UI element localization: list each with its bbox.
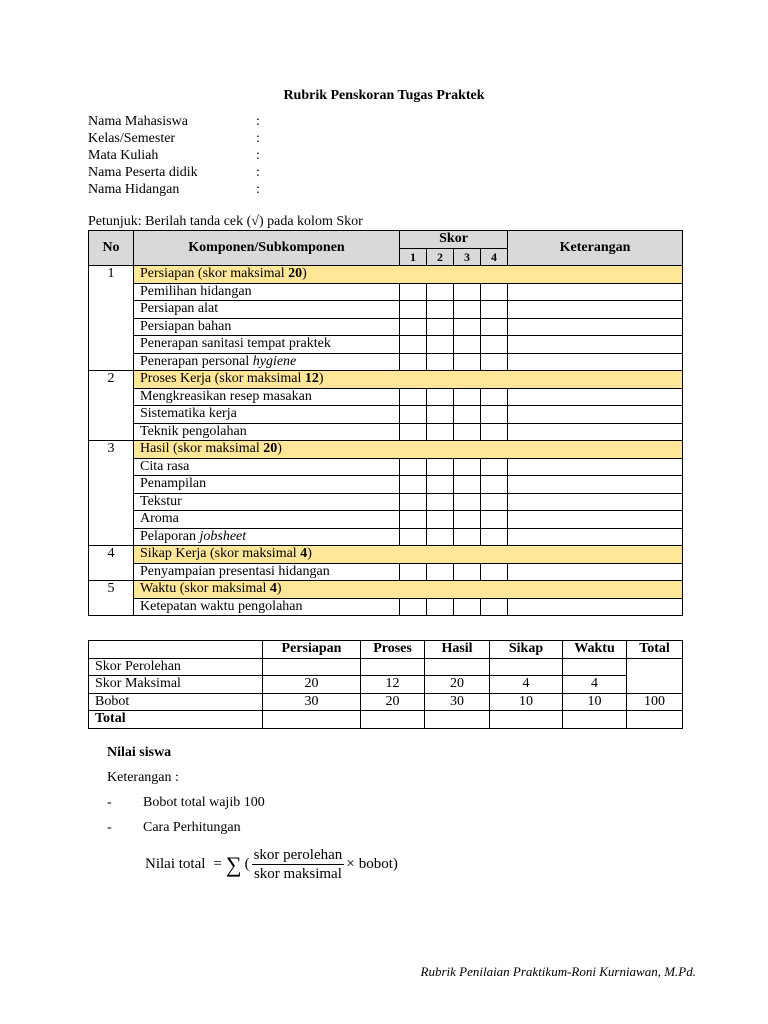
subcomponent-text: Sistematika kerja xyxy=(140,406,237,422)
summary-value xyxy=(425,658,490,676)
category-label xyxy=(134,581,683,599)
category-name: Sikap Kerja (skor maksimal xyxy=(140,546,301,562)
formula-times: × xyxy=(346,856,355,872)
info-colon: : xyxy=(256,165,260,180)
score-checkbox-4[interactable] xyxy=(481,598,508,616)
score-header-1: 1 xyxy=(400,248,427,266)
info-colon: : xyxy=(256,148,260,163)
row-number: 2 xyxy=(89,371,134,441)
subcomponent-label xyxy=(134,511,400,529)
keterangan-cell[interactable] xyxy=(508,388,683,406)
subcomponent-text: Pemilihan hidangan xyxy=(140,283,252,299)
keterangan-cell[interactable] xyxy=(508,476,683,494)
score-checkbox-4[interactable] xyxy=(481,318,508,336)
summary-value xyxy=(563,711,627,729)
subcomponent-label xyxy=(134,458,400,476)
info-row xyxy=(88,147,260,164)
score-checkbox-4[interactable] xyxy=(481,301,508,319)
score-checkbox-1[interactable] xyxy=(400,528,427,546)
summary-value: 4 xyxy=(490,676,563,694)
formula-close-paren: ) xyxy=(392,856,398,872)
summary-value: 20 xyxy=(263,676,361,694)
score-checkbox-2[interactable] xyxy=(427,283,454,301)
score-checkbox-4[interactable] xyxy=(481,423,508,441)
subcomponent-label xyxy=(134,423,400,441)
score-checkbox-2[interactable] xyxy=(427,318,454,336)
formula-numerator: skor perolehan xyxy=(253,847,343,863)
keterangan-cell[interactable] xyxy=(508,528,683,546)
score-checkbox-2[interactable] xyxy=(427,336,454,354)
category-close: ) xyxy=(277,441,282,457)
keterangan-cell[interactable] xyxy=(508,318,683,336)
keterangan-cell[interactable] xyxy=(508,353,683,371)
subcomponent-row xyxy=(89,423,683,441)
score-checkbox-3[interactable] xyxy=(454,406,481,424)
score-checkbox-2[interactable] xyxy=(427,563,454,581)
summary-table xyxy=(88,640,683,729)
score-checkbox-3[interactable] xyxy=(454,493,481,511)
header-komponen: Komponen/Subkomponen xyxy=(134,231,400,266)
info-colon: : xyxy=(256,131,260,146)
subcomponent-text: Ketepatan waktu pengolahan xyxy=(140,598,303,614)
keterangan-cell[interactable] xyxy=(508,406,683,424)
keterangan-cell[interactable] xyxy=(508,283,683,301)
subcomponent-text: Tekstur xyxy=(140,493,182,509)
score-checkbox-3[interactable] xyxy=(454,458,481,476)
summary-value xyxy=(563,658,627,676)
summary-value: 4 xyxy=(563,676,627,694)
subcomponent-text: Persiapan bahan xyxy=(140,318,232,334)
subcomponent-row xyxy=(89,511,683,529)
score-checkbox-4[interactable] xyxy=(481,283,508,301)
score-checkbox-1[interactable] xyxy=(400,336,427,354)
keterangan-cell[interactable] xyxy=(508,493,683,511)
score-header-3: 3 xyxy=(454,248,481,266)
subcomponent-row xyxy=(89,283,683,301)
subcomponent-row xyxy=(89,318,683,336)
score-checkbox-4[interactable] xyxy=(481,388,508,406)
category-close: ) xyxy=(276,581,282,597)
formula-denominator: skor maksimal xyxy=(253,866,342,882)
info-label: Nama Peserta didik xyxy=(88,165,198,180)
summary-value xyxy=(490,711,563,729)
score-checkbox-4[interactable] xyxy=(481,511,508,529)
row-number: 5 xyxy=(89,581,134,616)
summary-header: Sikap xyxy=(490,641,563,659)
summary-total: 100 xyxy=(627,693,683,711)
subcomponent-text: Penampilan xyxy=(140,476,207,492)
subcomponent-text: Aroma xyxy=(140,511,179,527)
subcomponent-label xyxy=(134,493,400,511)
bullet-text: Cara Perhitungan xyxy=(143,820,241,835)
bullet-text: Bobot total wajib 100 xyxy=(143,795,265,810)
subcomponent-text: Teknik pengolahan xyxy=(140,423,247,439)
subcomponent-label xyxy=(134,283,400,301)
summary-header: Hasil xyxy=(425,641,490,659)
rubric-table xyxy=(88,230,683,616)
subcomponent-text: Penyampaian presentasi hidangan xyxy=(140,563,330,579)
info-colon: : xyxy=(256,182,260,197)
subcomponent-label xyxy=(134,563,400,581)
category-row xyxy=(89,581,683,599)
category-close: ) xyxy=(307,546,312,562)
summary-header: Total xyxy=(627,641,683,659)
formula-lhs: Nilai total xyxy=(145,856,206,872)
score-checkbox-4[interactable] xyxy=(481,563,508,581)
subcomponent-label xyxy=(134,336,400,354)
score-checkbox-3[interactable] xyxy=(454,388,481,406)
bullet-item: - Cara Perhitungan xyxy=(107,820,241,835)
score-checkbox-1[interactable] xyxy=(400,598,427,616)
subcomponent-label xyxy=(134,476,400,494)
score-checkbox-2[interactable] xyxy=(427,458,454,476)
subcomponent-row xyxy=(89,528,683,546)
subcomponent-label xyxy=(134,528,400,546)
subcomponent-row xyxy=(89,476,683,494)
subcomponent-text: Mengkreasikan resep masakan xyxy=(140,388,312,404)
summary-value xyxy=(490,658,563,676)
keterangan-cell[interactable] xyxy=(508,336,683,354)
score-checkbox-3[interactable] xyxy=(454,511,481,529)
subcomponent-label xyxy=(134,301,400,319)
subcomponent-row xyxy=(89,336,683,354)
score-checkbox-4[interactable] xyxy=(481,493,508,511)
page-footer: Rubrik Penilaian Praktikum-Roni Kurniawan, M.Pd. xyxy=(420,964,696,979)
category-label xyxy=(134,441,683,459)
summary-value: 20 xyxy=(425,676,490,694)
summary-row-label: Bobot xyxy=(89,693,263,711)
keterangan-cell[interactable] xyxy=(508,423,683,441)
keterangan-cell[interactable] xyxy=(508,598,683,616)
subcomponent-row xyxy=(89,458,683,476)
score-checkbox-2[interactable] xyxy=(427,353,454,371)
summary-value xyxy=(361,711,425,729)
score-checkbox-4[interactable] xyxy=(481,458,508,476)
subcomponent-label xyxy=(134,598,400,616)
keterangan-cell[interactable] xyxy=(508,458,683,476)
score-checkbox-3[interactable] xyxy=(454,318,481,336)
score-checkbox-1[interactable] xyxy=(400,353,427,371)
info-label: Kelas/Semester xyxy=(88,131,176,146)
summary-value: 20 xyxy=(361,693,425,711)
category-row xyxy=(89,546,683,564)
score-checkbox-1[interactable] xyxy=(400,406,427,424)
score-checkbox-1[interactable] xyxy=(400,301,427,319)
summary-row-label: Total xyxy=(89,711,263,729)
nilai-siswa-heading: Nilai siswa xyxy=(107,745,172,760)
category-name: Persiapan (skor maksimal xyxy=(140,266,289,282)
category-label xyxy=(134,266,683,284)
header-no: No xyxy=(89,231,134,266)
score-checkbox-3[interactable] xyxy=(454,423,481,441)
student-info xyxy=(88,113,260,198)
score-checkbox-2[interactable] xyxy=(427,476,454,494)
subcomponent-italic: hygiene xyxy=(252,353,297,369)
category-close: ) xyxy=(302,266,307,282)
score-checkbox-3[interactable] xyxy=(454,563,481,581)
info-row xyxy=(88,181,260,198)
summary-value: 12 xyxy=(361,676,425,694)
category-max-score: 4 xyxy=(300,546,308,562)
summary-row-label: Skor Perolehan xyxy=(89,658,263,676)
info-row xyxy=(88,130,260,147)
summary-value xyxy=(425,711,490,729)
summary-header: Proses xyxy=(361,641,425,659)
score-checkbox-2[interactable] xyxy=(427,493,454,511)
score-checkbox-2[interactable] xyxy=(427,406,454,424)
category-row xyxy=(89,371,683,389)
formula-open-paren: ( xyxy=(244,856,250,872)
score-checkbox-3[interactable] xyxy=(454,336,481,354)
category-row xyxy=(89,441,683,459)
info-label: Nama Hidangan xyxy=(88,182,180,197)
score-checkbox-1[interactable] xyxy=(400,563,427,581)
formula-equals: = xyxy=(213,856,222,872)
score-checkbox-2[interactable] xyxy=(427,423,454,441)
info-colon: : xyxy=(256,114,260,129)
subcomponent-text: Persiapan alat xyxy=(140,301,219,317)
summary-total xyxy=(627,658,683,693)
sigma-symbol: ∑ xyxy=(225,851,242,877)
score-formula xyxy=(145,846,398,883)
formula-bobot: bobot xyxy=(358,856,393,872)
category-label xyxy=(134,546,683,564)
score-checkbox-4[interactable] xyxy=(481,336,508,354)
summary-header: Persiapan xyxy=(263,641,361,659)
summary-header xyxy=(89,641,263,659)
header-keterangan: Keterangan xyxy=(508,231,683,266)
summary-value: 10 xyxy=(490,693,563,711)
summary-value xyxy=(263,658,361,676)
score-header-4: 4 xyxy=(481,248,508,266)
summary-row xyxy=(89,676,683,694)
subcomponent-text: Cita rasa xyxy=(140,458,190,474)
score-checkbox-2[interactable] xyxy=(427,528,454,546)
row-number: 3 xyxy=(89,441,134,546)
summary-row xyxy=(89,658,683,676)
score-checkbox-3[interactable] xyxy=(454,283,481,301)
score-header-2: 2 xyxy=(427,248,454,266)
summary-row xyxy=(89,693,683,711)
score-checkbox-4[interactable] xyxy=(481,406,508,424)
category-name: Hasil (skor maksimal xyxy=(140,441,264,457)
category-label xyxy=(134,371,683,389)
keterangan-cell[interactable] xyxy=(508,301,683,319)
score-checkbox-3[interactable] xyxy=(454,598,481,616)
info-row xyxy=(88,113,260,130)
score-checkbox-2[interactable] xyxy=(427,388,454,406)
score-checkbox-2[interactable] xyxy=(427,511,454,529)
bullet-item: - Bobot total wajib 100 xyxy=(107,795,265,810)
summary-value: 30 xyxy=(263,693,361,711)
page-title: Rubrik Penskoran Tugas Praktek xyxy=(283,88,485,103)
summary-value: 10 xyxy=(563,693,627,711)
score-checkbox-1[interactable] xyxy=(400,283,427,301)
info-label: Nama Mahasiswa xyxy=(88,114,188,129)
keterangan-cell[interactable] xyxy=(508,511,683,529)
score-checkbox-1[interactable] xyxy=(400,493,427,511)
summary-total xyxy=(627,711,683,729)
score-checkbox-3[interactable] xyxy=(454,353,481,371)
keterangan-cell[interactable] xyxy=(508,563,683,581)
subcomponent-text: Penerapan personal xyxy=(140,353,253,369)
info-row xyxy=(88,164,260,181)
header-skor: Skor xyxy=(400,231,508,249)
subcomponent-label xyxy=(134,353,400,371)
subcomponent-row xyxy=(89,301,683,319)
subcomponent-row xyxy=(89,406,683,424)
score-checkbox-4[interactable] xyxy=(481,528,508,546)
subcomponent-label xyxy=(134,388,400,406)
score-checkbox-3[interactable] xyxy=(454,476,481,494)
score-checkbox-1[interactable] xyxy=(400,388,427,406)
summary-value xyxy=(361,658,425,676)
category-max-score: 12 xyxy=(304,371,319,387)
score-checkbox-2[interactable] xyxy=(427,598,454,616)
score-checkbox-3[interactable] xyxy=(454,301,481,319)
category-max-score: 4 xyxy=(269,581,277,597)
summary-row xyxy=(89,711,683,729)
subcomponent-row xyxy=(89,598,683,616)
summary-row-label: Skor Maksimal xyxy=(89,676,263,694)
subcomponent-row xyxy=(89,563,683,581)
score-checkbox-3[interactable] xyxy=(454,528,481,546)
category-name: Proses Kerja (skor maksimal xyxy=(140,371,305,387)
score-checkbox-1[interactable] xyxy=(400,511,427,529)
instruction-text: Petunjuk: Berilah tanda cek (√) pada kolom Skor xyxy=(88,214,363,229)
info-label: Mata Kuliah xyxy=(88,148,159,163)
subcomponent-text: Penerapan sanitasi tempat praktek xyxy=(140,336,331,352)
category-name: Waktu (skor maksimal xyxy=(140,581,270,597)
score-checkbox-1[interactable] xyxy=(400,476,427,494)
score-checkbox-4[interactable] xyxy=(481,476,508,494)
subcomponent-text: Pelaporan xyxy=(140,528,200,544)
score-checkbox-4[interactable] xyxy=(481,353,508,371)
category-row xyxy=(89,266,683,284)
summary-value: 30 xyxy=(425,693,490,711)
formula-fraction xyxy=(252,846,345,883)
subcomponent-row xyxy=(89,353,683,371)
subcomponent-label xyxy=(134,406,400,424)
summary-value xyxy=(263,711,361,729)
score-checkbox-1[interactable] xyxy=(400,423,427,441)
row-number: 1 xyxy=(89,266,134,371)
category-close: ) xyxy=(318,371,324,387)
summary-header: Waktu xyxy=(563,641,627,659)
subcomponent-italic: jobsheet xyxy=(199,528,247,544)
subcomponent-row xyxy=(89,388,683,406)
score-checkbox-2[interactable] xyxy=(427,301,454,319)
score-checkbox-1[interactable] xyxy=(400,318,427,336)
score-checkbox-1[interactable] xyxy=(400,458,427,476)
category-max-score: 20 xyxy=(263,441,278,457)
keterangan-label: Keterangan : xyxy=(107,770,179,785)
subcomponent-row xyxy=(89,493,683,511)
subcomponent-label xyxy=(134,318,400,336)
row-number: 4 xyxy=(89,546,134,581)
category-max-score: 20 xyxy=(288,266,303,282)
